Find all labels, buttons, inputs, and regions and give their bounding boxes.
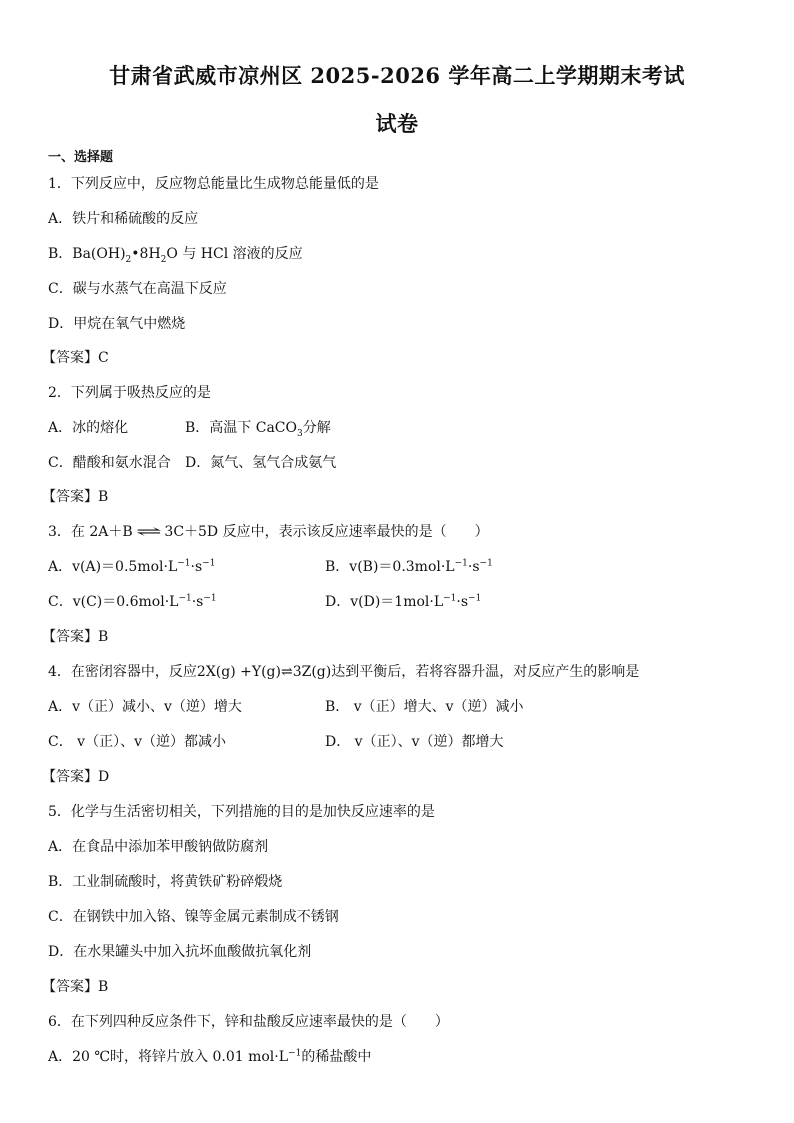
question-5-stem: 5．化学与生活密切相关，下列措施的目的是加快反应速率的是 xyxy=(48,804,435,820)
question-3-stem: 3．在 2A＋B ⇌ 3C＋5D 反应中，表示该反应速率最快的是（ ） xyxy=(48,524,489,540)
question-4-option-c: C． v（正）、v（逆）都减小 xyxy=(48,734,226,750)
question-4-stem: 4．在密闭容器中，反应2X(g) +Y(g)⇌3Z(g)达到平衡后，若将容器升温，对反应产生的影响是 xyxy=(48,664,640,680)
question-3-answer: 【答案】B xyxy=(42,629,109,645)
question-1-option-d: D．甲烷在氧气中燃烧 xyxy=(48,316,186,332)
question-4-answer: 【答案】D xyxy=(42,769,110,785)
question-2-option-c: C．醋酸和氨水混合 xyxy=(48,455,171,471)
question-6-option-a: A．20 ℃时，将锌片放入 0.01 $mol\cdot L^{-1}$的稀盐酸中 xyxy=(48,1048,372,1065)
question-3-option-a: A．$v(A)=0.5mol\cdot L^{-1}\cdot s^{-1}$ xyxy=(48,558,216,575)
exam-title: 甘肃省武威市凉州区 2025-2026 学年高二上学期期末考试 xyxy=(109,63,685,88)
question-2-option-a: A．冰的熔化 xyxy=(48,420,129,436)
question-3-option-c: C．$v(C)=0.6mol\cdot L^{-1}\cdot s^{-1}$ xyxy=(48,593,217,610)
question-5-answer: 【答案】B xyxy=(42,979,109,995)
exam-title-subtitle: 试卷 xyxy=(375,111,419,136)
question-4-option-d: D． v（正）、v（逆）都增大 xyxy=(325,734,504,750)
question-4-option-a: A．v（正）减小、v（逆）增大 xyxy=(48,699,242,715)
question-1-answer: 【答案】C xyxy=(42,350,109,366)
question-1-stem: 1．下列反应中，反应物总能量比生成物总能量低的是 xyxy=(48,176,379,192)
section-heading: 一、选择题 xyxy=(48,150,114,165)
question-3-option-d: D．$v(D)=1mol\cdot L^{-1}\cdot s^{-1}$ xyxy=(325,593,482,610)
question-2-option-d: D．氮气、氢气合成氨气 xyxy=(185,455,337,471)
question-5-option-d: D．在水果罐头中加入抗坏血酸做抗氧化剂 xyxy=(48,944,312,960)
question-3-option-b: B．$v(B)=0.3mol\cdot L^{-1}\cdot s^{-1}$ xyxy=(325,558,493,575)
question-4-option-b: B． v（正）增大、v（逆）减小 xyxy=(325,699,524,715)
question-5-option-a: A．在食品中添加苯甲酸钠做防腐剂 xyxy=(48,839,269,855)
question-5-option-b: B．工业制硫酸时，将黄铁矿粉碎煅烧 xyxy=(48,874,283,890)
question-1-option-b: B．$Ba(OH)_2•8H_2O$ 与 HCl 溶液的反应 xyxy=(48,246,303,265)
equilibrium-arrow-icon: ⇌ xyxy=(135,524,162,540)
question-1-option-a: A．铁片和稀硫酸的反应 xyxy=(48,211,199,227)
question-2-stem: 2．下列属于吸热反应的是 xyxy=(48,385,211,401)
question-5-option-c: C．在钢铁中加入铬、镍等金属元素制成不锈钢 xyxy=(48,909,339,925)
question-6-stem: 6．在下列四种反应条件下，锌和盐酸反应速率最快的是（ ） xyxy=(48,1014,449,1030)
question-1-option-c: C．碳与水蒸气在高温下反应 xyxy=(48,281,227,297)
question-2-answer: 【答案】B xyxy=(42,489,109,505)
question-2-option-b: B．高温下 CaCO$_3$分解 xyxy=(185,420,331,439)
